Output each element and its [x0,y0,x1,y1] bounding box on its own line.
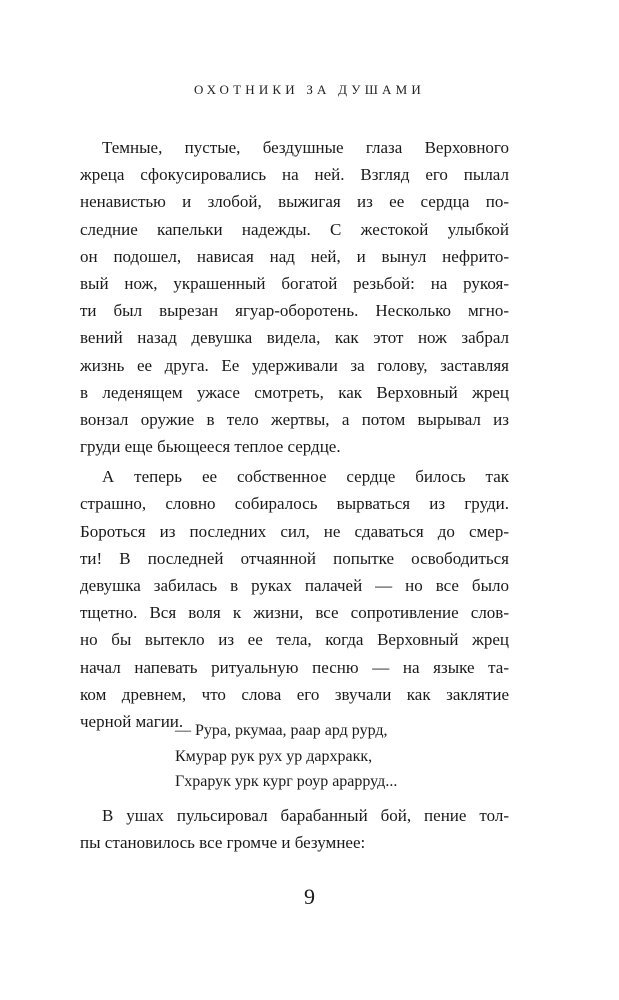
verse-line: — Рура, ркумаа, раар ард рурд, [175,722,388,739]
text-line: А теперь ее собственное сердце билось так [102,467,509,487]
text-line: Темные, пустые, бездушные глаза Верховного [102,138,509,157]
text-line: жизнь ее друга. Ее удерживали за голову, заставляя [80,355,509,375]
text-line: следние капельки надежды. С жестокой улыбкой [80,219,509,239]
text-line: тщетно. Вся воля к жизни, все сопротивление слов- [80,603,509,623]
text-line: в леденящем ужасе смотреть, как Верховный жрец [80,382,509,402]
text-line: жреца сфокусировались на ней. Взгляд его пылал [80,165,509,185]
main-text [80,134,509,735]
text-line: черной магии. [80,711,184,731]
page-number: 9 [304,884,315,909]
paragraph [80,134,509,460]
text-line: ком древнем, что слова его звучали как заклятие [80,684,509,704]
text-line: ти был вырезан ягуар-оборотень. Несколько мгно- [80,301,509,321]
closing-paragraph [80,802,509,856]
text-line: вений назад девушка видела, как этот нож забрал [80,328,509,348]
text-line: он подошел, нависая над ней, и вынул нефрито- [80,246,509,266]
paragraph [80,463,509,735]
text-line: В ушах пульсировал барабанный бой, пение тол- [102,806,509,825]
text-line: страшно, словно собиралось вырваться из груди. [80,494,509,514]
running-header: ОХОТНИКИ ЗА ДУШАМИ [194,82,425,97]
text-line: ти! В последней отчаянной попытке освободиться [80,548,509,568]
text-line: Бороться из последних сил, не сдаваться до смер- [80,521,509,541]
text-line: груди еще бьющееся теплое сердце. [80,437,341,457]
text-line: девушка забилась в руках палачей — но все было [80,576,509,595]
verse-line: Гхрарук урк кург роур арарруд... [175,773,398,790]
text-line: ненавистью и злобой, выжигая из ее сердца по- [80,192,509,212]
text-line: вый нож, украшенный богатой резьбой: на рукоя- [80,273,509,293]
text-line: начал напевать ритуальную песню — на языке та- [80,657,509,677]
verse-line: Кмурар рук рух ур дархракк, [175,747,373,765]
text-line: пы становилось все громче и безумнее: [80,833,366,853]
chant-verse [175,718,397,795]
text-line: но бы вытекло из ее тела, когда Верховный жрец [80,630,509,650]
text-line: вонзал оружие в тело жертвы, а потом вырывал из [80,409,509,429]
